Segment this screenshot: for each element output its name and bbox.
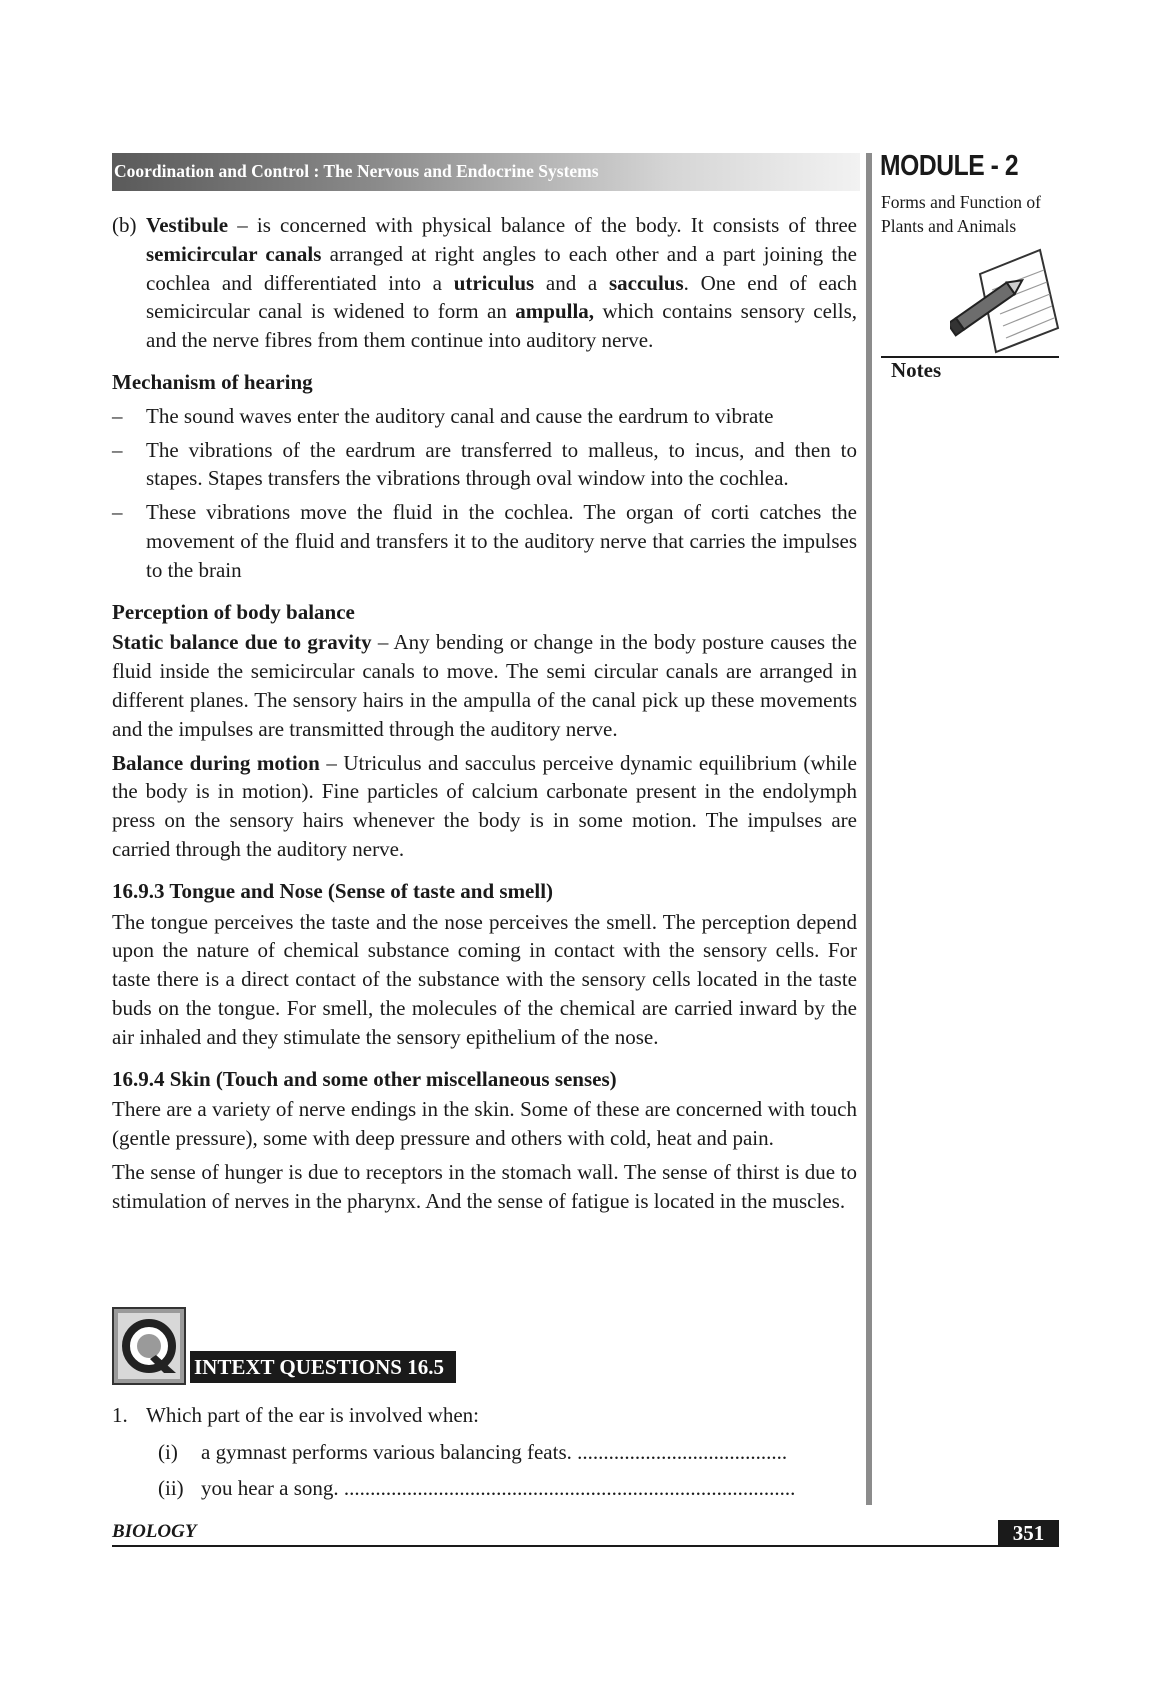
running-header-title: Coordination and Control : The Nervous and Endocrine Systems [114, 161, 599, 181]
heading-tongue-and-nose: 16.9.3 Tongue and Nose (Sense of taste and smell) [112, 878, 554, 903]
skin-paragraph-2: The sense of hunger is due to receptors in the stomach wall. The sense of thirst is due to stimulation of nerves in the pharynx. And the sense of fatigue is located in the muscles. [112, 1159, 857, 1213]
page-number: 351 [998, 1520, 1059, 1547]
footer-subject: BIOLOGY [112, 1521, 197, 1542]
sub-question-i [112, 1438, 941, 1466]
text: which contains sensory cells, and the nerve fibres from them continue into auditory nerve. [146, 299, 857, 353]
sub-question-number: (ii) [158, 1476, 184, 1500]
running-header [112, 153, 860, 191]
motion-balance-paragraph [112, 749, 857, 864]
list-item-text: The sound waves enter the auditory canal and cause the eardrum to vibrate [146, 403, 774, 428]
list-item [112, 402, 857, 431]
dash: – [112, 437, 123, 462]
heading-skin: 16.9.4 Skin (Touch and some other miscellaneous senses) [112, 1066, 617, 1091]
text: – Any bending or change in the body posture causes the fluid inside the semicircular canals to move. The semi circular canals are arranged in different planes. The sensory hairs in the ampulla of the canal pick up these movements and the impulses are transmitted through the auditory nerve. [112, 630, 857, 741]
sub-question-number: (i) [158, 1440, 178, 1464]
intext-questions-title: INTEXT QUESTIONS 16.5 [190, 1351, 456, 1383]
term-static-balance: Static balance due to gravity [112, 630, 372, 655]
item-label: (b) [112, 213, 137, 237]
term-semicircular-canals: semicircular canals [146, 241, 322, 266]
margin-divider [866, 153, 872, 1505]
term-balance-during-motion: Balance during motion [112, 750, 320, 775]
question-number: 1. [112, 1403, 128, 1427]
term-vestibule: Vestibule [146, 213, 229, 237]
notes-label: Notes [891, 358, 942, 382]
dash: – [112, 500, 123, 525]
term-utriculus: utriculus [453, 270, 535, 295]
module-title: MODULE - 2 [880, 150, 1019, 182]
sub-question-ii [112, 1474, 941, 1502]
text: – Utriculus and sacculus perceive dynamic equilibrium (while the body is in motion). Fine particles of calcium carbonate present in the endolymph press on the sensory hairs whenever the body is in some motion. The impulses are carried through the auditory nerve. [112, 750, 857, 861]
question-icon [112, 1307, 186, 1385]
pencil-paper-icon [950, 244, 1060, 364]
list-item-text: These vibrations move the fluid in the cochlea. The organ of corti catches the movement of the fluid and transfers it to the auditory nerve that carries the impulses to the brain [146, 500, 857, 582]
module-subtitle: Forms and Function of Plants and Animals [881, 192, 1041, 236]
dash: – [112, 403, 123, 428]
vestibule-paragraph [112, 211, 857, 355]
heading-mechanism-of-hearing: Mechanism of hearing [112, 369, 313, 394]
questions [112, 1401, 857, 1502]
heading-perception-of-body-balance: Perception of body balance [112, 599, 355, 624]
term-sacculus: sacculus [608, 270, 684, 295]
text: – is concerned with physical balance of the body. It consists of three [228, 213, 857, 237]
tongue-paragraph: The tongue perceives the taste and the nose perceives the smell. The perception depend upon the nature of chemical substance coming in contact with the sensory cells. For taste there is a direct contact of the substance with the sensory cells located in the taste buds on the tongue. For smell, the molecules of the chemical are carried inward by the air inhaled and they stimulate the sensory epithelium of the nose. [112, 909, 857, 1049]
term-ampulla: ampulla, [515, 299, 595, 324]
text: and a [534, 270, 609, 295]
text: arranged at right angles to each other and a part joining the cochlea and differentiated into a [146, 241, 858, 295]
list-item [112, 498, 857, 584]
static-balance-paragraph [112, 628, 857, 743]
main-text [112, 211, 857, 1216]
question-1 [112, 1401, 857, 1429]
text: . One end of each semicircular canal is widened to form an [146, 270, 857, 324]
skin-paragraph-1: There are a variety of nerve endings in the skin. Some of these are concerned with touch (gentle pressure), some with deep pressure and others with cold, heat and pain. [112, 1097, 857, 1151]
list-item-text: The vibrations of the eardrum are transferred to malleus, to incus, and then to stapes. Stapes transfers the vibrations through oval window into the cochlea. [146, 437, 857, 491]
question-text: Which part of the ear is involved when: [146, 1403, 479, 1427]
list-item [112, 436, 857, 494]
sub-question-text: you hear a song. ...................................................................................... [201, 1476, 796, 1500]
footer-rule [112, 1545, 1059, 1547]
sub-question-text: a gymnast performs various balancing feats. ........................................ [201, 1440, 788, 1464]
